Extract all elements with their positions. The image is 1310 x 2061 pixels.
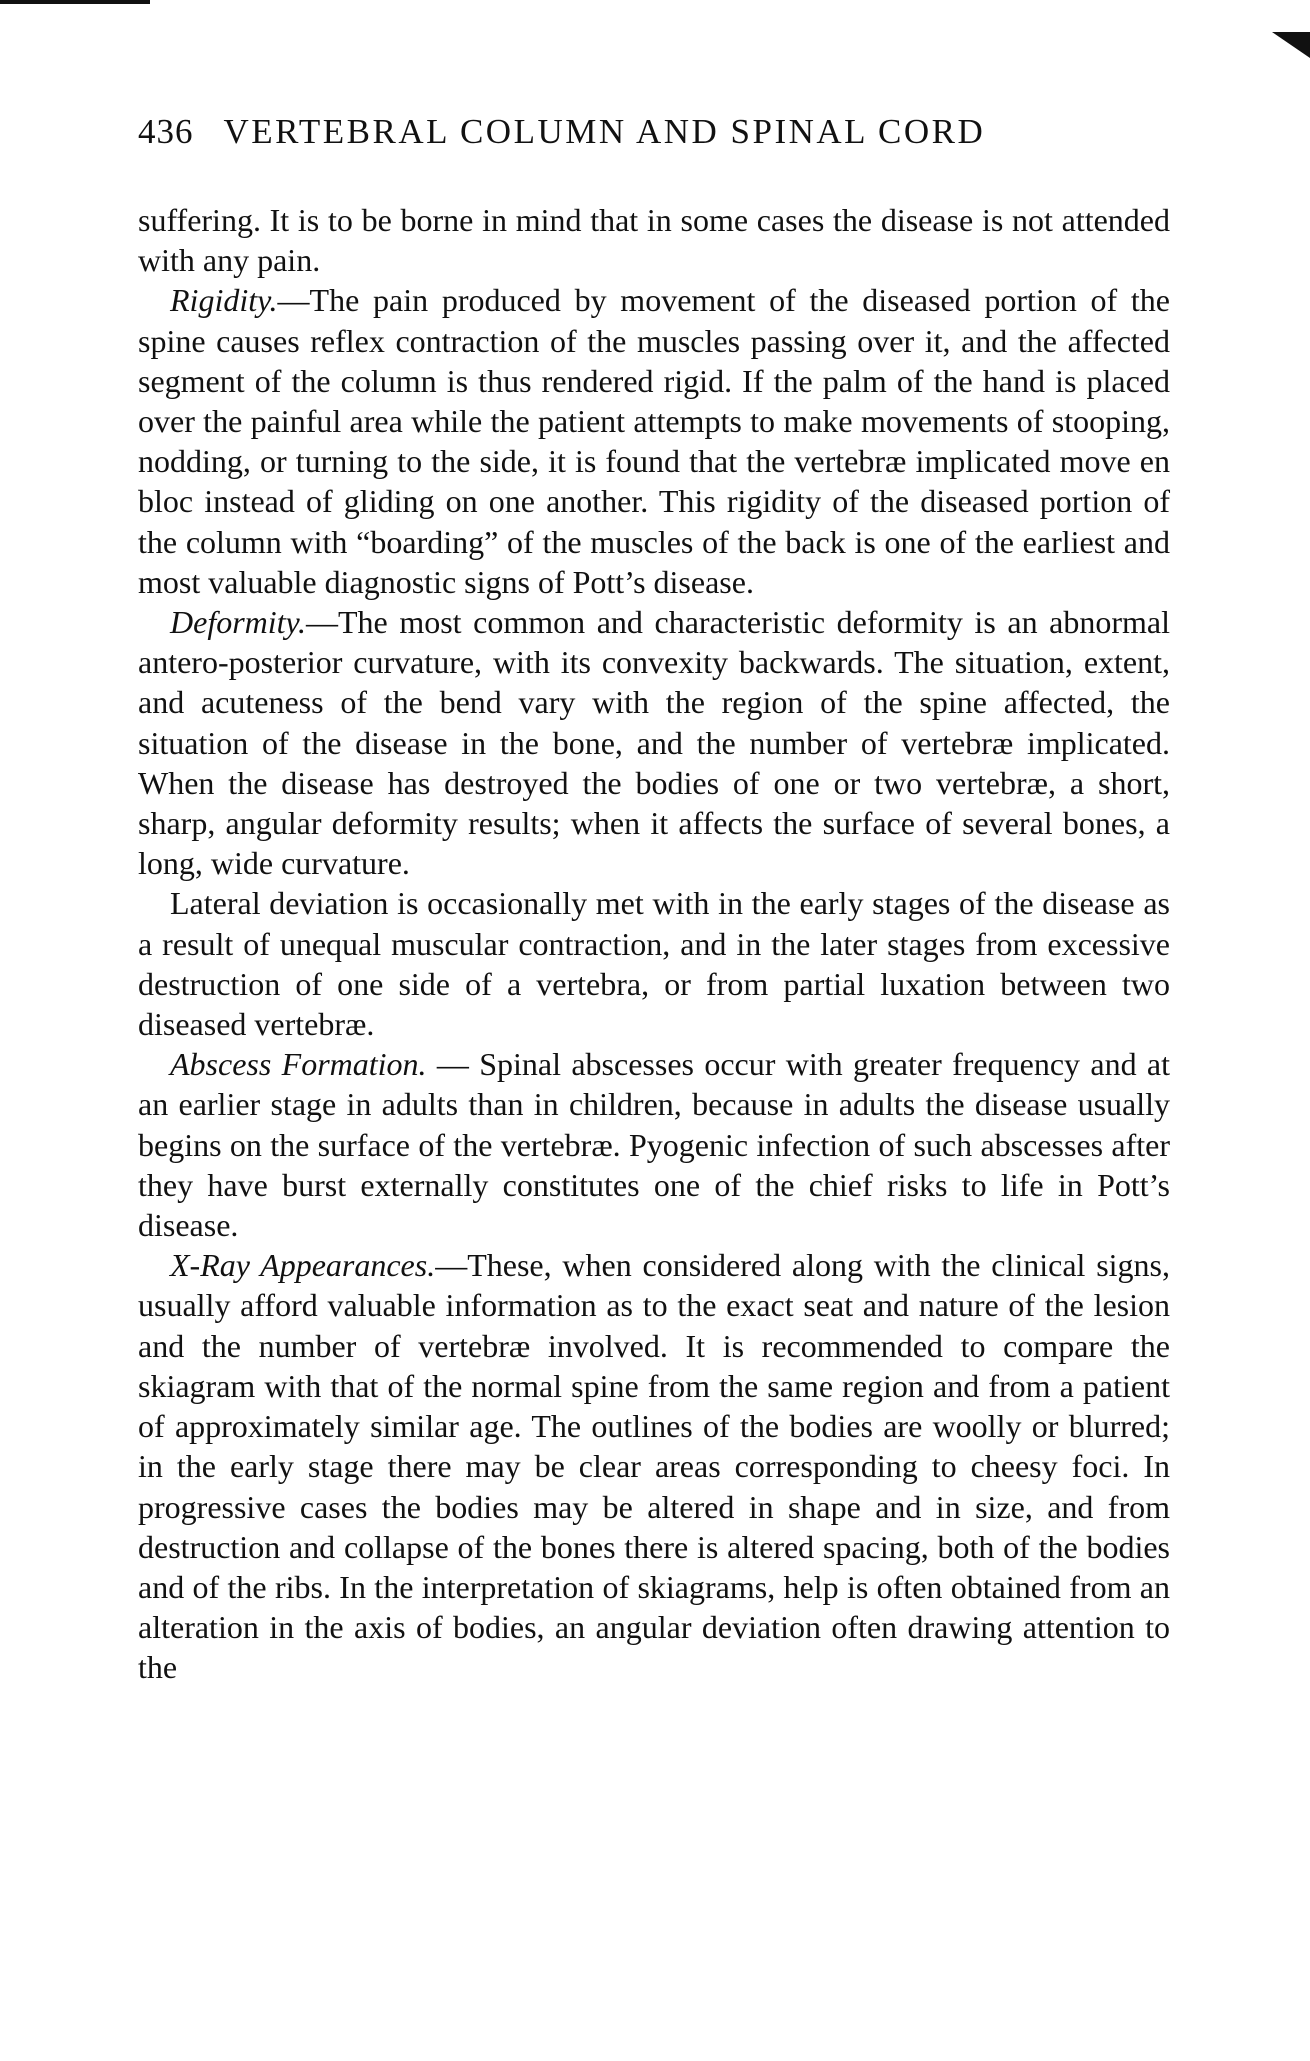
paragraph-x-ray-appearances — [138, 1245, 1170, 1687]
page-number: 436 — [138, 112, 194, 151]
body-text — [138, 200, 1170, 1688]
paragraph-text: —These, when considered along with the clinical signs, usually afford valuable information as to the exact seat and nature of the lesion and the number of vertebræ involved. It is recommended to compare the skiagram with that of the normal spine from the same region and from a patient of approximately similar age. The outlines of the bodies are woolly or blurred; in the early stage there may be clear areas corresponding to cheesy foci. In progressive cases the bodies may be altered in shape and in size, and from destruction and collapse of the bones there is altered spacing, both of the bodies and of the ribs. In the interpretation of skiagrams, help is often obtained from an alteration in the axis of bodies, an angular deviation often drawing attention to the — [138, 1247, 1171, 1686]
running-head — [138, 108, 1170, 156]
paragraph-text: suffering. It is to be borne in mind that in some cases the disease is not attended with any pain. — [138, 202, 1170, 279]
section-heading-x-ray-appearances: X-Ray Appearances. — [170, 1247, 436, 1284]
scan-edge-mark — [0, 0, 150, 4]
section-heading-abscess-formation: Abscess Formation. — [170, 1046, 427, 1083]
paragraph-text: — Spinal abscesses occur with greater frequency and at an earlier stage in adults than in children, because in adults the disease usually begins on the surface of the vertebræ. Pyogenic infection of such abscesses after they have burst externally constitutes one of the chief risks to life in Pott’s disease. — [138, 1046, 1171, 1244]
paragraph-lateral-deviation — [138, 883, 1170, 1044]
paragraph-deformity — [138, 602, 1170, 883]
running-title: VERTEBRAL COLUMN AND SPINAL CORD — [223, 112, 986, 151]
section-heading-rigidity: Rigidity. — [170, 282, 278, 319]
section-heading-deformity: Deformity. — [170, 604, 306, 641]
paragraph-text: Lateral deviation is occasionally met with in the early stages of the disease as a result of unequal muscular contraction, and in the later stages from excessive destruction of one side of a vertebra, or from partial luxation between two diseased vertebræ. — [138, 885, 1170, 1043]
paragraph-text: —The pain produced by movement of the diseased portion of the spine causes reflex contraction of the muscles passing over it, and the affected segment of the column is thus rendered rigid. If the palm of the hand is placed over the painful area while the patient attempts to make movements of stooping, nodding, or turning to the side, it is found that the vertebræ implicated move en bloc instead of gliding on one another. This rigidity of the diseased portion of the column with “boarding” of the muscles of the back is one of the earliest and most valuable diagnostic signs of Pott’s disease. — [138, 282, 1170, 600]
book-page — [138, 108, 1170, 1688]
scan-corner-mark — [1272, 32, 1310, 58]
paragraph-abscess-formation — [138, 1044, 1170, 1245]
paragraph-rigidity — [138, 280, 1170, 602]
paragraph-suffering — [138, 200, 1170, 280]
paragraph-text: —The most common and characteristic deformity is an abnormal antero-posterior curvature, with its convexity backwards. The situation, extent, and acuteness of the bend vary with the region of the spine affected, the situation of the disease in the bone, and the number of vertebræ implicated. When the disease has destroyed the bodies of one or two vertebræ, a short, sharp, angular deformity results; when it affects the surface of several bones, a long, wide curvature. — [138, 604, 1170, 882]
